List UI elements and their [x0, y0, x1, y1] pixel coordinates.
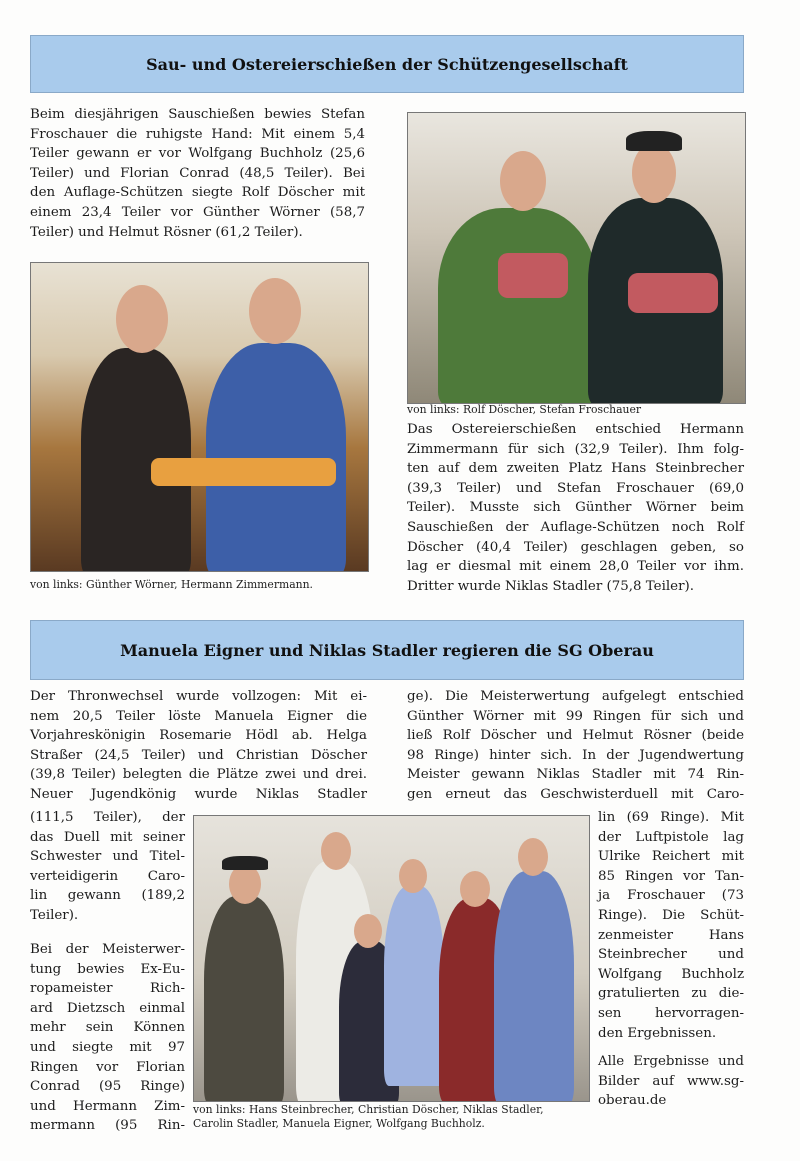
text-line: tung bewies Ex-Eu-: [30, 961, 185, 977]
text-line: Bilder auf www.sg-: [598, 1073, 744, 1089]
text-line: ge). Die Meisterwertung aufgelegt entschied: [407, 689, 744, 704]
text-line: Sauschießen der Auflage-Schützen noch Rolf: [407, 519, 744, 535]
text-line: Wolfgang Buchholz: [598, 966, 744, 982]
text-line: Alle Ergebnisse und: [598, 1054, 744, 1069]
text-line: Teiler).: [30, 907, 79, 923]
text-line: Froschauer die ruhigste Hand: Mit einem 5,4: [30, 126, 365, 142]
text-line: sen hervorragen-: [598, 1005, 744, 1021]
photo-caption-group: [193, 1103, 544, 1131]
text-line: Ringe). Die Schüt-: [598, 907, 744, 923]
text-line: Bei der Meisterwer-: [30, 942, 185, 957]
text-line: Teiler gewann er vor Wolfgang Buchholz (25,6: [30, 146, 365, 162]
text-line: lin (69 Ringe). Mit: [598, 810, 744, 825]
text-line: den Auflage-Schützen siegte Rolf Döscher mit: [30, 185, 365, 201]
text-line: (39,3 Teiler) und Stefan Froschauer (69,0: [407, 480, 744, 496]
article2-right-narrow1: [598, 808, 744, 1043]
text-line: Straßer (24,5 Teiler) und Christian Döscher: [30, 747, 367, 763]
text-line: ropameister Rich-: [30, 981, 185, 997]
article1-para2: [407, 420, 744, 596]
text-line: Teiler). Musste sich Günther Wörner beim: [407, 500, 744, 516]
text-line: Meister gewann Niklas Stadler mit 74 Rin-: [407, 767, 744, 783]
text-line: mermann (95 Rin-: [30, 1118, 185, 1134]
text-line: Vorjahreskönigin Rosemarie Hödl ab. Helga: [30, 728, 367, 744]
caption-line: von links: Hans Steinbrecher, Christian Döscher, Niklas Stadler,: [193, 1103, 544, 1116]
text-line: den Ergebnissen.: [598, 1025, 717, 1041]
text-line: gen erneut das Geschwisterduell mit Caro-: [407, 786, 744, 802]
photo-woerner-zimmermann: [30, 262, 369, 572]
text-line: lag er diesmal mit einem 28,0 Teiler vor ihm.: [407, 559, 744, 575]
text-line: und Hermann Zim-: [30, 1098, 185, 1114]
text-line: ließ Rolf Döscher und Helmut Rösner (beide: [407, 728, 744, 744]
text-line: der Luftpistole lag: [598, 829, 744, 845]
photo-group-kings: [193, 815, 590, 1102]
text-line: Teiler) und Florian Conrad (48,5 Teiler). Bei: [30, 165, 365, 181]
article2-left-narrow1: [30, 808, 185, 926]
article2-right-narrow2: [598, 1052, 744, 1111]
article2-left-narrow2: [30, 940, 185, 1136]
text-line: Dritter wurde Niklas Stadler (75,8 Teiler).: [407, 578, 694, 594]
text-line: einem 23,4 Teiler vor Günther Wörner (58,7: [30, 204, 365, 220]
text-line: lin gewann (189,2: [30, 888, 185, 904]
text-line: (39,8 Teiler) belegten die Plätze zwei und drei.: [30, 767, 367, 783]
text-line: oberau.de: [598, 1093, 667, 1109]
photo-caption-left: von links: Günther Wörner, Hermann Zimmermann.: [30, 578, 313, 591]
text-line: Schwester und Titel-: [30, 849, 185, 865]
text-line: das Duell mit seiner: [30, 829, 185, 845]
text-line: Beim diesjährigen Sauschießen bewies Stefan: [30, 107, 365, 122]
text-line: Ulrike Reichert mit: [598, 849, 744, 865]
text-line: Der Thronwechsel wurde vollzogen: Mit ei-: [30, 689, 367, 704]
text-line: und siegte mit 97: [30, 1039, 185, 1055]
article2-left-wide: [30, 687, 367, 805]
text-line: nem 20,5 Teiler löste Manuela Eigner die: [30, 708, 367, 724]
text-line: 98 Ringe) hinter sich. In der Jugendwertung: [407, 747, 744, 763]
text-line: zenmeister Hans: [598, 927, 744, 943]
photo-caption-right: von links: Rolf Döscher, Stefan Froschauer: [407, 403, 642, 416]
text-line: Zimmermann für sich (32,9 Teiler). Ihm folg-: [407, 441, 744, 457]
text-line: ard Dietzsch einmal: [30, 1000, 185, 1016]
text-line: mehr sein Können: [30, 1020, 185, 1036]
text-line: (111,5 Teiler), der: [30, 810, 185, 825]
text-line: Günther Wörner mit 99 Ringen für sich und: [407, 708, 744, 724]
text-line: verteidigerin Caro-: [30, 868, 185, 884]
text-line: Ringen vor Florian: [30, 1059, 185, 1075]
text-line: gratulierten zu die-: [598, 986, 744, 1002]
article1-para1: [30, 105, 365, 242]
text-line: Steinbrecher und: [598, 947, 744, 963]
text-line: Teiler) und Helmut Rösner (61,2 Teiler).: [30, 224, 303, 240]
article1-title: Sau- und Ostereierschießen der Schützengesellschaft: [30, 35, 744, 93]
article2-right-wide: [407, 687, 744, 805]
text-line: 85 Ringen vor Tan-: [598, 868, 744, 884]
caption-line: Carolin Stadler, Manuela Eigner, Wolfgang Buchholz.: [193, 1117, 485, 1130]
text-line: Döscher (40,4 Teiler) geschlagen geben, so: [407, 539, 744, 555]
text-line: ja Froschauer (73: [598, 888, 744, 904]
text-line: Neuer Jugendkönig wurde Niklas Stadler: [30, 786, 367, 802]
article2-title: Manuela Eigner und Niklas Stadler regieren die SG Oberau: [30, 620, 744, 680]
photo-doescher-froschauer: [407, 112, 746, 404]
text-line: ten auf dem zweiten Platz Hans Steinbrecher: [407, 461, 744, 477]
text-line: Das Ostereierschießen entschied Hermann: [407, 422, 744, 437]
text-line: Conrad (95 Ringe): [30, 1079, 185, 1095]
